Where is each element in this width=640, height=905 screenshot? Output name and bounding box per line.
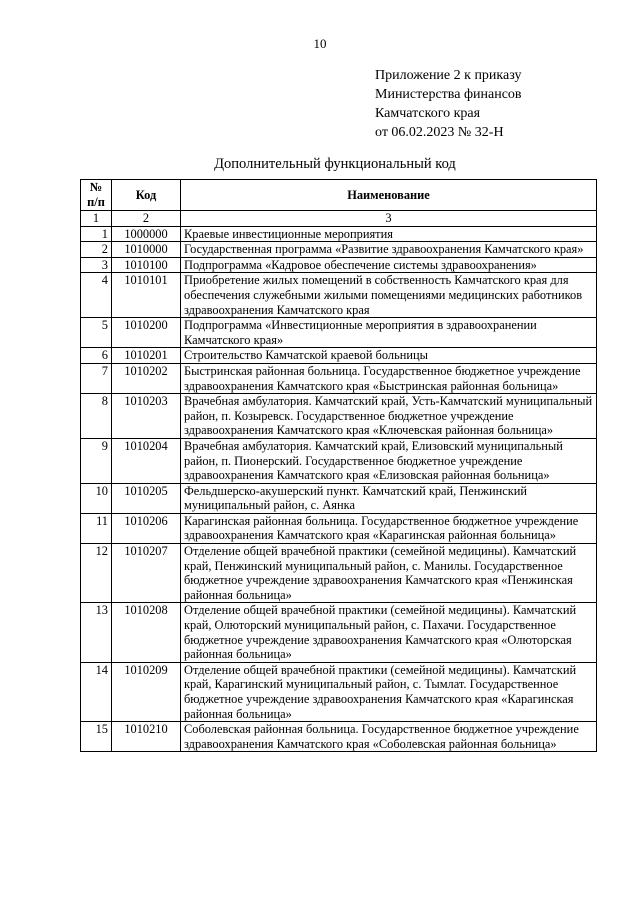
row-code: 1010204 <box>112 438 181 483</box>
row-name: Отделение общей врачебной практики (семейной медицины). Камчатский край, Карагинский муниципальный район, с. Тымлат. Государственное бюджетное учреждение здравоохранения Камчатского края «Карагинская районная больница» <box>181 662 597 721</box>
table-row <box>81 513 597 543</box>
table-row <box>81 257 597 273</box>
table-row <box>81 273 597 318</box>
row-code: 1010206 <box>112 513 181 543</box>
table-row <box>81 226 597 242</box>
table-row <box>81 662 597 721</box>
row-code: 1000000 <box>112 226 181 242</box>
row-number: 2 <box>81 242 112 258</box>
row-number: 6 <box>81 348 112 364</box>
row-name: Отделение общей врачебной практики (семейной медицины). Камчатский край, Пенжинский муниципальный район, с. Манилы. Государственное бюджетное учреждение здравоохранения Камчатского края «Пенжинская районная больница» <box>181 544 597 603</box>
row-name: Фельдшерско-акушерский пункт. Камчатский край, Пенжинский муниципальный район, с. Аянка <box>181 483 597 513</box>
row-name: Приобретение жилых помещений в собственность Камчатского края для обеспечения служебными жилыми помещениями медицинских работников здравоохранения Камчатского края <box>181 273 597 318</box>
row-code: 1010207 <box>112 544 181 603</box>
row-number: 1 <box>81 226 112 242</box>
row-number: 14 <box>81 662 112 721</box>
row-code: 1010205 <box>112 483 181 513</box>
page-number: 10 <box>313 36 327 51</box>
table-row <box>81 348 597 364</box>
appendix-line: Приложение 2 к приказу <box>375 68 522 83</box>
row-number: 11 <box>81 513 112 543</box>
row-code: 1010208 <box>112 603 181 662</box>
document-title: Дополнительный функциональный код <box>214 156 456 172</box>
row-number: 13 <box>81 603 112 662</box>
row-code: 1010000 <box>112 242 181 258</box>
table-row <box>81 438 597 483</box>
table-header-row <box>81 180 597 211</box>
row-name: Краевые инвестиционные мероприятия <box>181 226 597 242</box>
row-code: 1010210 <box>112 722 181 752</box>
row-name: Строительство Камчатской краевой больницы <box>181 348 597 364</box>
table-row <box>81 394 597 439</box>
row-code: 1010201 <box>112 348 181 364</box>
index-cell: 3 <box>181 211 597 227</box>
header-name: Наименование <box>181 180 597 211</box>
index-cell: 1 <box>81 211 112 227</box>
row-name: Подпрограмма «Кадровое обеспечение системы здравоохранения» <box>181 257 597 273</box>
row-number: 5 <box>81 318 112 348</box>
row-code: 1010100 <box>112 257 181 273</box>
header-code: Код <box>112 180 181 211</box>
table-row <box>81 544 597 603</box>
row-code: 1010209 <box>112 662 181 721</box>
row-code: 1010203 <box>112 394 181 439</box>
table-row <box>81 242 597 258</box>
row-number: 10 <box>81 483 112 513</box>
row-number: 8 <box>81 394 112 439</box>
row-code: 1010202 <box>112 363 181 393</box>
row-name: Врачебная амбулатория. Камчатский край, Усть-Камчатский муниципальный район, п. Козыревск. Государственное бюджетное учреждение здравоохранения Камчатского края «Ключевская районная больница» <box>181 394 597 439</box>
table-row <box>81 363 597 393</box>
row-name: Врачебная амбулатория. Камчатский край, Елизовский муниципальный район, п. Пионерский. Государственное бюджетное учреждение здравоохранения Камчатского края «Елизовская районная больница» <box>181 438 597 483</box>
table-index-row <box>81 211 597 227</box>
functional-code-table <box>80 179 597 752</box>
appendix-block <box>375 66 522 142</box>
row-number: 4 <box>81 273 112 318</box>
table-body <box>81 226 597 752</box>
table-row <box>81 722 597 752</box>
index-cell: 2 <box>112 211 181 227</box>
row-name: Соболевская районная больница. Государственное бюджетное учреждение здравоохранения Камчатского края «Соболевская районная больница» <box>181 722 597 752</box>
row-name: Карагинская районная больница. Государственное бюджетное учреждение здравоохранения Камчатского края «Карагинская районная больница» <box>181 513 597 543</box>
row-name: Подпрограмма «Инвестиционные мероприятия в здравоохранении Камчатского края» <box>181 318 597 348</box>
appendix-line: от 06.02.2023 № 32-Н <box>375 125 504 140</box>
row-code: 1010101 <box>112 273 181 318</box>
table-row <box>81 318 597 348</box>
row-name: Отделение общей врачебной практики (семейной медицины). Камчатский край, Олюторский муниципальный район, с. Пахачи. Государственное бюджетное учреждение здравоохранения Камчатского края «Олюторская районная больница» <box>181 603 597 662</box>
row-name: Государственная программа «Развитие здравоохранения Камчатского края» <box>181 242 597 258</box>
appendix-line: Камчатского края <box>375 106 481 121</box>
row-code: 1010200 <box>112 318 181 348</box>
row-number: 7 <box>81 363 112 393</box>
appendix-line: Министерства финансов <box>375 87 522 102</box>
row-number: 3 <box>81 257 112 273</box>
row-number: 9 <box>81 438 112 483</box>
row-number: 15 <box>81 722 112 752</box>
table-row <box>81 483 597 513</box>
table-row <box>81 603 597 662</box>
header-num: № п/п <box>81 180 112 211</box>
row-name: Быстринская районная больница. Государственное бюджетное учреждение здравоохранения Камчатского края «Быстринская районная больница» <box>181 363 597 393</box>
row-number: 12 <box>81 544 112 603</box>
